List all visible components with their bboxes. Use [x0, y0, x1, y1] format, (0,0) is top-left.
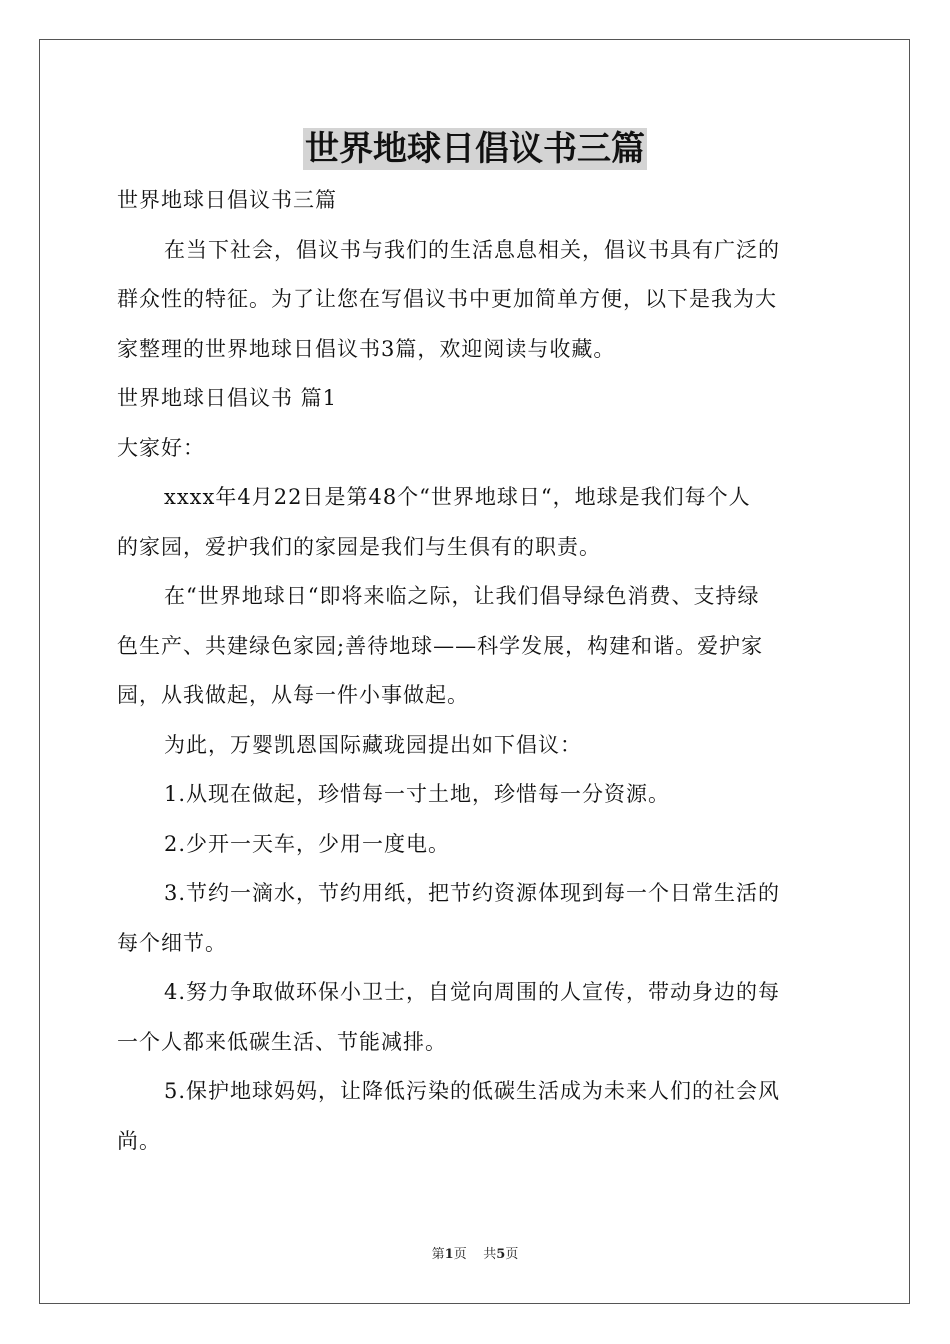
text-line: 的家园，爱护我们的家园是我们与生俱有的职责。: [117, 534, 601, 559]
footer-total-prefix: 共: [483, 1247, 497, 1262]
footer-page-prefix: 第: [431, 1247, 445, 1262]
title-wrap: [0, 128, 950, 170]
text-line: 世界地球日倡议书三篇: [117, 188, 337, 212]
document-body: [117, 176, 833, 1166]
text-line: 2.少开一天车，少用一度电。: [164, 831, 451, 856]
text-line: 家整理的世界地球日倡议书3篇，欢迎阅读与收藏。: [117, 336, 616, 361]
text-line: 大家好：: [117, 435, 205, 460]
text-line: xxxx年4月22日是第48个“世界地球日“，地球是我们每个人: [164, 485, 751, 509]
document-title: 世界地球日倡议书三篇: [305, 129, 645, 169]
text-line: 3.节约一滴水，节约用纸，把节约资源体现到每一个日常生活的: [164, 881, 781, 905]
text-line: 1.从现在做起，珍惜每一寸土地，珍惜每一分资源。: [164, 782, 671, 806]
text-line: 尚。: [117, 1128, 161, 1153]
text-line: 色生产、共建绿色家园;善待地球——科学发展，构建和谐。爱护家: [117, 633, 764, 658]
text-line: 为此，万婴凯恩国际藏珑园提出如下倡议：: [164, 732, 582, 757]
page-footer: [0, 1246, 950, 1264]
text-line: 群众性的特征。为了让您在写倡议书中更加简单方便，以下是我为大: [117, 287, 777, 311]
footer-page-current: 1: [444, 1247, 454, 1262]
text-line: 一个人都来低碳生活、节能减排。: [117, 1029, 447, 1054]
footer-page-suffix: 页: [453, 1247, 467, 1262]
text-line: 每个细节。: [117, 930, 227, 955]
text-line: 4.努力争取做环保小卫士，自觉向周围的人宣传，带动身边的每: [164, 980, 781, 1004]
footer-total-pages: 5: [496, 1247, 506, 1262]
footer-total-suffix: 页: [505, 1247, 519, 1262]
text-line: 5.保护地球妈妈，让降低污染的低碳生活成为未来人们的社会风: [164, 1079, 781, 1103]
text-line: 在当下社会，倡议书与我们的生活息息相关，倡议书具有广泛的: [164, 237, 780, 262]
text-line: 园，从我做起，从每一件小事做起。: [117, 683, 469, 707]
text-line: 在“世界地球日“即将来临之际，让我们倡导绿色消费、支持绿: [164, 584, 760, 608]
text-line: 世界地球日倡议书 篇1: [117, 386, 338, 410]
